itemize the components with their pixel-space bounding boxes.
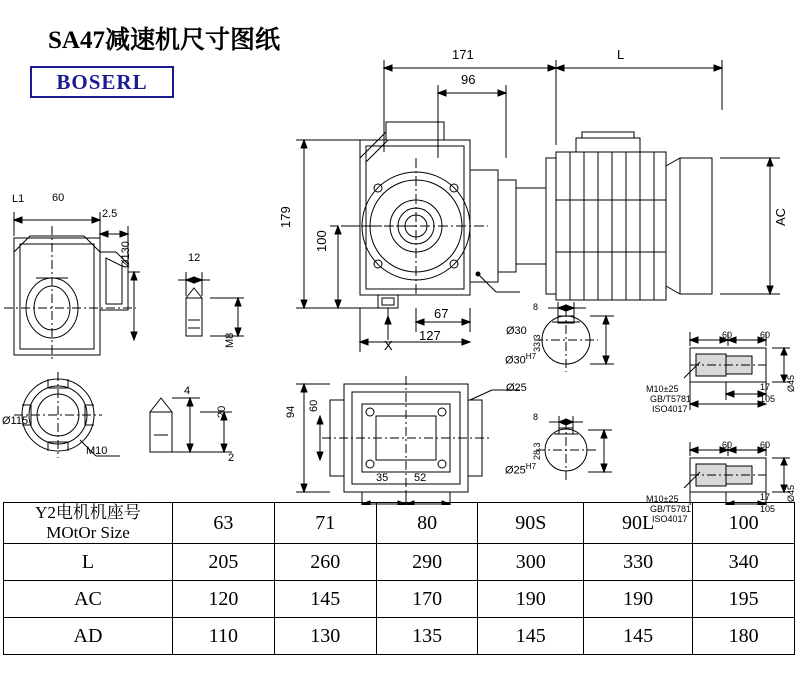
dim-d30-h7 (505, 352, 536, 367)
cell-ac-63: 120 (173, 581, 275, 618)
flange-bottom-dim-105: 105 (760, 504, 776, 514)
flange-top-dim-60a: 60 (722, 330, 733, 340)
dim-d30-h7-value: Ø30 (505, 354, 526, 367)
page-title: SA47减速机尺寸图纸 (48, 27, 280, 54)
table-row (4, 544, 795, 581)
table-header-label-en: MOtOr Size (46, 523, 130, 542)
dim-d25: Ø25 (506, 382, 527, 394)
cell-ac-80: 170 (376, 581, 478, 618)
dim-d115: Ø115 (2, 415, 29, 427)
dim-L1: L1 (12, 193, 25, 205)
dim-4: 4 (184, 385, 191, 397)
spec-table (3, 502, 795, 655)
cell-ac-90l: 190 (584, 581, 693, 618)
cell-ac-71: 145 (274, 581, 376, 618)
dim-key-33p3: 33.3 (532, 334, 542, 352)
flange-bottom-standard-gb: GB/T5781 (650, 504, 692, 514)
table-col-71: 71 (274, 503, 376, 544)
cell-ad-71: 130 (274, 618, 376, 655)
dim-52: 52 (414, 472, 427, 484)
flange-top-dim-17: 17 (760, 382, 771, 392)
cell-ad-90l: 145 (584, 618, 693, 655)
cell-l-71: 260 (274, 544, 376, 581)
dim-d25-h7 (505, 462, 536, 477)
dim-171: 171 (452, 47, 474, 62)
row-label-ad: AD (4, 618, 173, 655)
flange-top-dim-105: 105 (760, 394, 776, 404)
flange-bottom-standard-iso: ISO4017 (652, 514, 688, 524)
flange-top-dim-d45: Ø45 (786, 374, 796, 392)
dim-d130: Ø130 (120, 241, 132, 268)
dim-key-28p3: 28.3 (532, 442, 542, 460)
dim-AC: AC (773, 207, 788, 226)
dim-M8: M8 (224, 332, 236, 348)
dim-35: 35 (376, 472, 389, 484)
table-header-label (4, 503, 173, 544)
flange-top-standard-gb: GB/T5781 (650, 394, 692, 404)
flange-top-dim-60b: 60 (760, 330, 771, 340)
dim-20: 20 (216, 405, 228, 418)
dim-12: 12 (188, 252, 201, 264)
table-row (4, 581, 795, 618)
dim-L: L (617, 47, 625, 62)
dim-X: X (384, 338, 393, 353)
dim-M10: M10 (86, 445, 108, 457)
dim-60b: 60 (308, 399, 320, 412)
table-col-90l: 90L (584, 503, 693, 544)
row-label-ac: AC (4, 581, 173, 618)
flange-bottom-dim-60b: 60 (760, 440, 771, 450)
flange-bottom-bolt-spec: M10±25 (646, 494, 679, 504)
flange-bottom-dim-60a: 60 (722, 440, 733, 450)
flange-top-bolt-spec: M10±25 (646, 384, 679, 394)
dim-d25-h7-value: Ø25 (505, 464, 526, 477)
cell-l-63: 205 (173, 544, 275, 581)
dim-2p5: 2.5 (102, 208, 118, 220)
table-header-label-cn: Y2电机机座号 (35, 503, 141, 522)
dim-key-8-top: 8 (533, 302, 539, 312)
flange-top-standard-iso: ISO4017 (652, 404, 688, 414)
dim-d30: Ø30 (506, 325, 527, 337)
cell-ad-100: 180 (693, 618, 795, 655)
cell-ac-100: 195 (693, 581, 795, 618)
dim-100: 100 (314, 230, 329, 252)
cell-ad-90s: 145 (478, 618, 584, 655)
row-label-l: L (4, 544, 173, 581)
cell-l-90s: 300 (478, 544, 584, 581)
table-col-90s: 90S (478, 503, 584, 544)
table-col-80: 80 (376, 503, 478, 544)
cell-l-90l: 330 (584, 544, 693, 581)
dim-96: 96 (461, 72, 476, 87)
dim-67: 67 (434, 306, 449, 321)
cell-l-100: 340 (693, 544, 795, 581)
table-col-100: 100 (693, 503, 795, 544)
dim-60: 60 (52, 192, 65, 204)
cell-l-80: 290 (376, 544, 478, 581)
dim-179: 179 (278, 206, 293, 228)
dim-127: 127 (419, 328, 441, 343)
flange-bottom-dim-d45: Ø45 (786, 484, 796, 502)
flange-bottom-dim-17: 17 (760, 492, 771, 502)
cell-ad-80: 135 (376, 618, 478, 655)
dim-key-8-bottom: 8 (533, 412, 539, 422)
cell-ac-90s: 190 (478, 581, 584, 618)
table-header-row (4, 503, 795, 544)
dim-d30-h7-tol: H7 (525, 352, 537, 361)
dim-94: 94 (285, 405, 297, 418)
table-col-63: 63 (173, 503, 275, 544)
table-row (4, 618, 795, 655)
dim-d25-h7-tol: H7 (525, 462, 537, 471)
technical-drawing (0, 40, 800, 505)
cell-ad-63: 110 (173, 618, 275, 655)
dim-2: 2 (228, 452, 235, 464)
brand-logo: BOSERL (30, 66, 174, 98)
